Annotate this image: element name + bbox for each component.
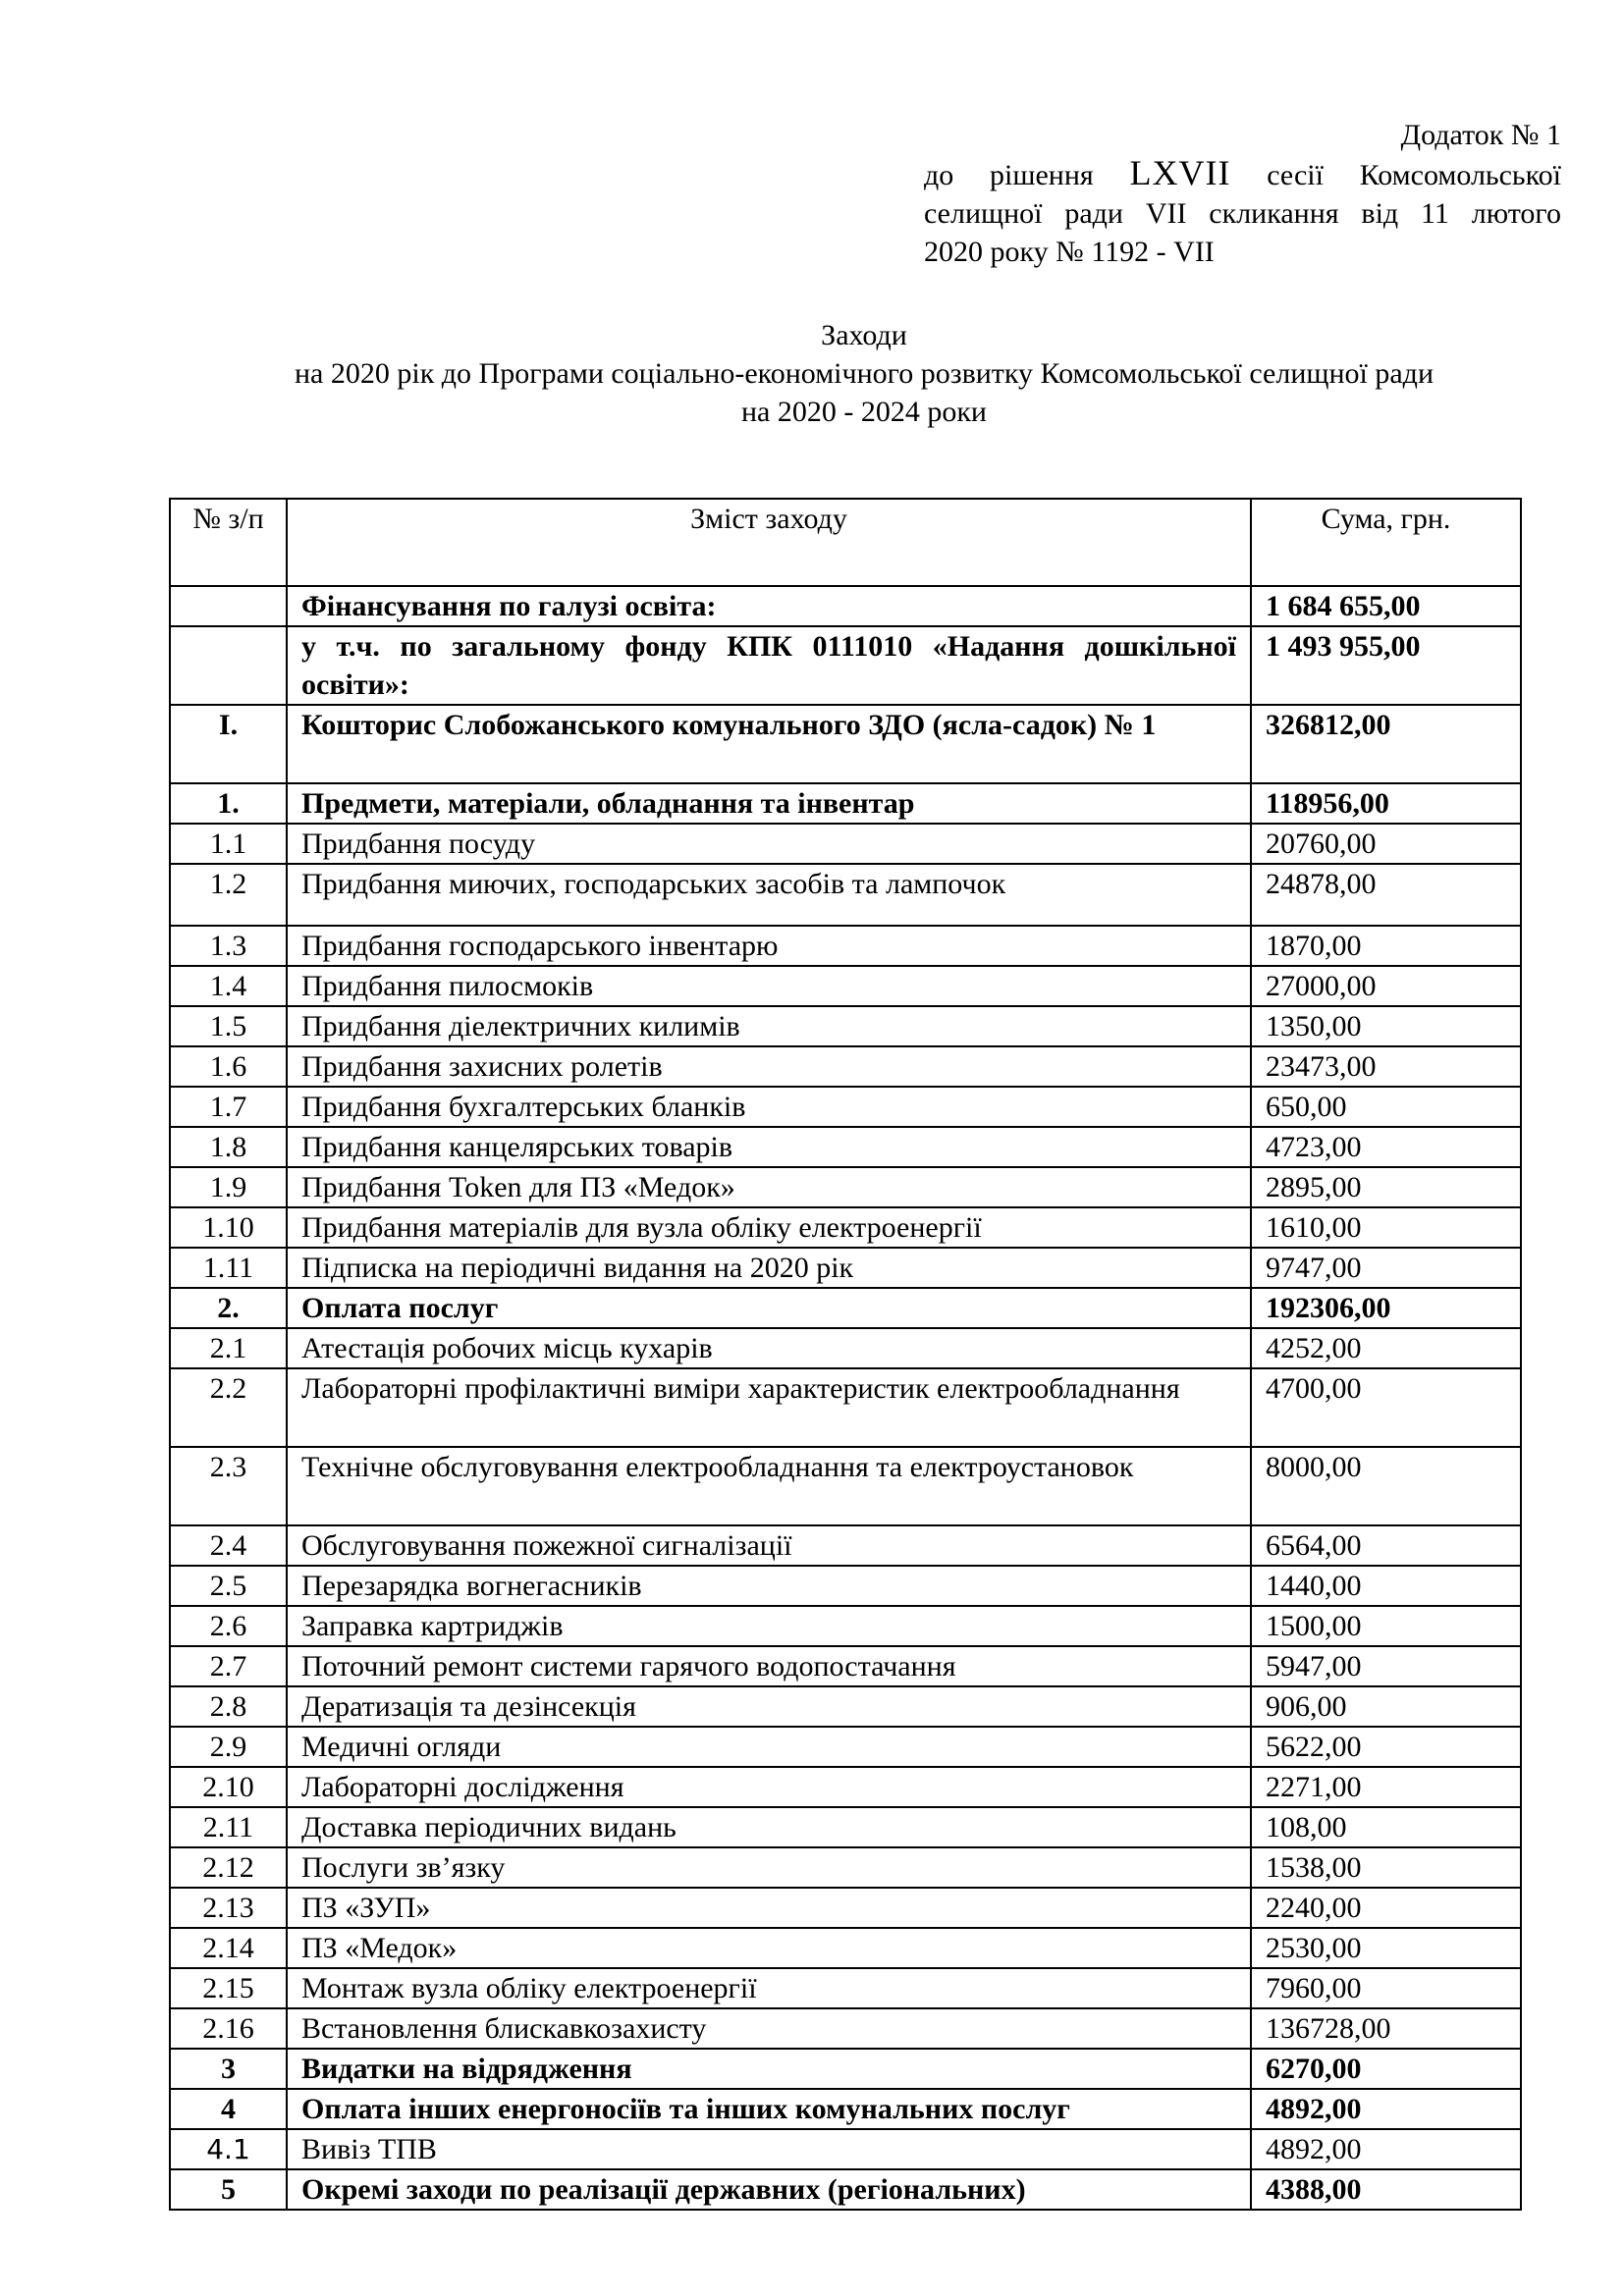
table-row xyxy=(170,1646,1521,1686)
row-content: Придбання діелектричних килимів xyxy=(287,1006,1251,1046)
row-number: 2.9 xyxy=(170,1727,287,1767)
row-sum: 326812,00 xyxy=(1251,705,1521,783)
row-content: Кошторис Слобожанського комунального ЗДО (ясла-садок) № 1 xyxy=(287,705,1251,783)
addendum-date-line: 2020 року № 1192 - VII xyxy=(924,236,1215,268)
row-sum: 5947,00 xyxy=(1251,1646,1521,1686)
table-row xyxy=(170,1368,1521,1447)
row-number: 2.8 xyxy=(170,1686,287,1727)
row-number: 2.12 xyxy=(170,1847,287,1888)
table-header-row xyxy=(170,499,1521,586)
row-number: 1.4 xyxy=(170,966,287,1006)
addendum-block xyxy=(924,116,1561,271)
row-number: 1.9 xyxy=(170,1167,287,1207)
row-number: 2.4 xyxy=(170,1525,287,1566)
row-content: Перезарядка вогнегасників xyxy=(287,1566,1251,1606)
row-number: 2.10 xyxy=(170,1767,287,1807)
addendum-council-line: селищної ради VII скликання від 11 лютого xyxy=(924,197,1561,230)
row-content: Фінансування по галузі освіта: xyxy=(287,586,1251,626)
row-content: Придбання пилосмоків xyxy=(287,966,1251,1006)
row-number: 1.11 xyxy=(170,1248,287,1288)
row-sum: 2895,00 xyxy=(1251,1167,1521,1207)
row-content: Технічне обслуговування електрообладнання та електроустановок xyxy=(287,1447,1251,1525)
row-content: Придбання Token для ПЗ «Медок» xyxy=(287,1167,1251,1207)
header-content: Зміст заходу xyxy=(287,499,1251,586)
row-content: Придбання бухгалтерських бланків xyxy=(287,1087,1251,1127)
row-content: Встановлення блискавкозахисту xyxy=(287,2008,1251,2049)
decision-prefix: до рішення xyxy=(924,159,1094,191)
row-sum: 20760,00 xyxy=(1251,824,1521,864)
row-sum: 4892,00 xyxy=(1251,2129,1521,2169)
row-sum: 4388,00 xyxy=(1251,2169,1521,2210)
row-number: 1.6 xyxy=(170,1046,287,1087)
table-row xyxy=(170,1207,1521,1248)
row-content: Придбання матеріалів для вузла обліку електроенергії xyxy=(287,1207,1251,1248)
header-sum: Сума, грн. xyxy=(1251,499,1521,586)
row-number: 2.5 xyxy=(170,1566,287,1606)
row-sum: 136728,00 xyxy=(1251,2008,1521,2049)
table-row xyxy=(170,783,1521,824)
row-sum: 906,00 xyxy=(1251,1686,1521,1727)
table-row xyxy=(170,586,1521,626)
row-sum: 23473,00 xyxy=(1251,1046,1521,1087)
row-content: ПЗ «Медок» xyxy=(287,1928,1251,1968)
row-number: 2.1 xyxy=(170,1328,287,1368)
table-row xyxy=(170,1087,1521,1127)
row-number: 2.15 xyxy=(170,1968,287,2008)
row-content: Оплата послуг xyxy=(287,1288,1251,1328)
row-number: 2.16 xyxy=(170,2008,287,2049)
addendum-title: Додаток № 1 xyxy=(1400,119,1561,151)
table-row xyxy=(170,2089,1521,2129)
row-number: 1.1 xyxy=(170,824,287,864)
row-sum: 1350,00 xyxy=(1251,1006,1521,1046)
row-sum: 2240,00 xyxy=(1251,1888,1521,1928)
row-content: Придбання господарського інвентарю xyxy=(287,926,1251,966)
table-row xyxy=(170,2008,1521,2049)
row-content: у т.ч. по загальному фонду КПК 0111010 «Надання дошкільної освіти»: xyxy=(287,626,1251,705)
table-row xyxy=(170,1727,1521,1767)
row-content: Підписка на періодичні видання на 2020 рік xyxy=(287,1248,1251,1288)
row-number: 4 xyxy=(170,2089,287,2129)
header-number: № з/п xyxy=(170,499,287,586)
table-row xyxy=(170,1006,1521,1046)
table-row xyxy=(170,926,1521,966)
addendum-decision-line xyxy=(924,154,1561,194)
table-row xyxy=(170,1447,1521,1525)
row-sum: 8000,00 xyxy=(1251,1447,1521,1525)
table-row xyxy=(170,1686,1521,1727)
table-row xyxy=(170,1847,1521,1888)
row-sum: 1538,00 xyxy=(1251,1847,1521,1888)
row-number: 1.10 xyxy=(170,1207,287,1248)
row-number: 1.3 xyxy=(170,926,287,966)
row-content: Атестація робочих місць кухарів xyxy=(287,1328,1251,1368)
decision-suffix: сесії Комсомольської xyxy=(1267,159,1561,191)
row-sum: 5622,00 xyxy=(1251,1727,1521,1767)
row-sum: 4723,00 xyxy=(1251,1127,1521,1167)
table-row xyxy=(170,1288,1521,1328)
row-sum: 1610,00 xyxy=(1251,1207,1521,1248)
document-heading xyxy=(172,316,1556,431)
row-content: Вивіз ТПВ xyxy=(287,2129,1251,2169)
row-sum: 4700,00 xyxy=(1251,1368,1521,1447)
table-row xyxy=(170,1167,1521,1207)
table-row xyxy=(170,1127,1521,1167)
row-number: 2.11 xyxy=(170,1807,287,1847)
row-sum: 1870,00 xyxy=(1251,926,1521,966)
row-number xyxy=(170,586,287,626)
row-sum: 7960,00 xyxy=(1251,1968,1521,2008)
table-row xyxy=(170,966,1521,1006)
table-row xyxy=(170,2169,1521,2210)
row-number: 2.6 xyxy=(170,1606,287,1646)
heading-title: Заходи xyxy=(821,319,907,351)
row-sum: 4252,00 xyxy=(1251,1328,1521,1368)
row-number: 1.8 xyxy=(170,1127,287,1167)
row-sum: 24878,00 xyxy=(1251,864,1521,926)
table-row xyxy=(170,1888,1521,1928)
row-number: 5 xyxy=(170,2169,287,2210)
row-content: Придбання миючих, господарських засобів та лампочок xyxy=(287,864,1251,926)
row-number: 1. xyxy=(170,783,287,824)
row-sum: 6270,00 xyxy=(1251,2049,1521,2089)
row-number: 2.13 xyxy=(170,1888,287,1928)
row-content: Лабораторні профілактичні виміри характеристик електрообладнання xyxy=(287,1368,1251,1447)
table-row xyxy=(170,1046,1521,1087)
row-number: 2.2 xyxy=(170,1368,287,1447)
row-number: 2.14 xyxy=(170,1928,287,1968)
table-row xyxy=(170,1525,1521,1566)
table-row xyxy=(170,1807,1521,1847)
table-row xyxy=(170,1928,1521,1968)
table-row xyxy=(170,705,1521,783)
row-content: Дератизація та дезінсекція xyxy=(287,1686,1251,1727)
measures-table xyxy=(169,498,1522,2211)
row-sum: 4892,00 xyxy=(1251,2089,1521,2129)
row-content: Поточний ремонт системи гарячого водопостачання xyxy=(287,1646,1251,1686)
row-number: 2.3 xyxy=(170,1447,287,1525)
table-row xyxy=(170,1328,1521,1368)
row-sum: 118956,00 xyxy=(1251,783,1521,824)
row-number: 2.7 xyxy=(170,1646,287,1686)
row-sum: 1500,00 xyxy=(1251,1606,1521,1646)
row-content: Видатки на відрядження xyxy=(287,2049,1251,2089)
row-sum: 2271,00 xyxy=(1251,1767,1521,1807)
row-content: Лабораторні дослідження xyxy=(287,1767,1251,1807)
table-row xyxy=(170,1566,1521,1606)
row-number: 3 xyxy=(170,2049,287,2089)
table-row xyxy=(170,1606,1521,1646)
row-sum: 1440,00 xyxy=(1251,1566,1521,1606)
row-sum: 27000,00 xyxy=(1251,966,1521,1006)
session-number: LXVII xyxy=(1129,153,1231,192)
row-content: Медичні огляди xyxy=(287,1727,1251,1767)
row-sum: 2530,00 xyxy=(1251,1928,1521,1968)
row-number xyxy=(170,626,287,705)
table-row xyxy=(170,1767,1521,1807)
heading-subtitle: на 2020 рік до Програми соціально-економічного розвитку Комсомольської селищної ради xyxy=(295,357,1434,390)
row-number: 1.7 xyxy=(170,1087,287,1127)
row-number: 1.2 xyxy=(170,864,287,926)
row-sum: 9747,00 xyxy=(1251,1248,1521,1288)
row-content: Придбання посуду xyxy=(287,824,1251,864)
table-row xyxy=(170,824,1521,864)
table-row xyxy=(170,626,1521,705)
table-row xyxy=(170,2049,1521,2089)
row-sum: 192306,00 xyxy=(1251,1288,1521,1328)
table-row xyxy=(170,1248,1521,1288)
table-row xyxy=(170,1968,1521,2008)
row-content: Придбання канцелярських товарів xyxy=(287,1127,1251,1167)
row-sum: 108,00 xyxy=(1251,1807,1521,1847)
row-number: 4.1 xyxy=(170,2129,287,2169)
row-content: Оплата інших енергоносіїв та інших комунальних послуг xyxy=(287,2089,1251,2129)
row-number: 2. xyxy=(170,1288,287,1328)
row-content: Предмети, матеріали, обладнання та інвентар xyxy=(287,783,1251,824)
row-number: 1.5 xyxy=(170,1006,287,1046)
row-number: I. xyxy=(170,705,287,783)
row-content: Придбання захисних ролетів xyxy=(287,1046,1251,1087)
row-content: Монтаж вузла обліку електроенергії xyxy=(287,1968,1251,2008)
row-content: Послуги зв’язку xyxy=(287,1847,1251,1888)
table-row xyxy=(170,2129,1521,2169)
row-content: Обслуговування пожежної сигналізації xyxy=(287,1525,1251,1566)
table-body xyxy=(170,586,1521,2210)
row-content: ПЗ «ЗУП» xyxy=(287,1888,1251,1928)
row-sum: 1 493 955,00 xyxy=(1251,626,1521,705)
table-row xyxy=(170,864,1521,926)
heading-period: на 2020 - 2024 роки xyxy=(741,396,987,428)
row-content: Заправка картриджів xyxy=(287,1606,1251,1646)
row-sum: 1 684 655,00 xyxy=(1251,586,1521,626)
row-content: Окремі заходи по реалізації державних (регіональних) xyxy=(287,2169,1251,2210)
row-content: Доставка періодичних видань xyxy=(287,1807,1251,1847)
row-sum: 6564,00 xyxy=(1251,1525,1521,1566)
row-sum: 650,00 xyxy=(1251,1087,1521,1127)
